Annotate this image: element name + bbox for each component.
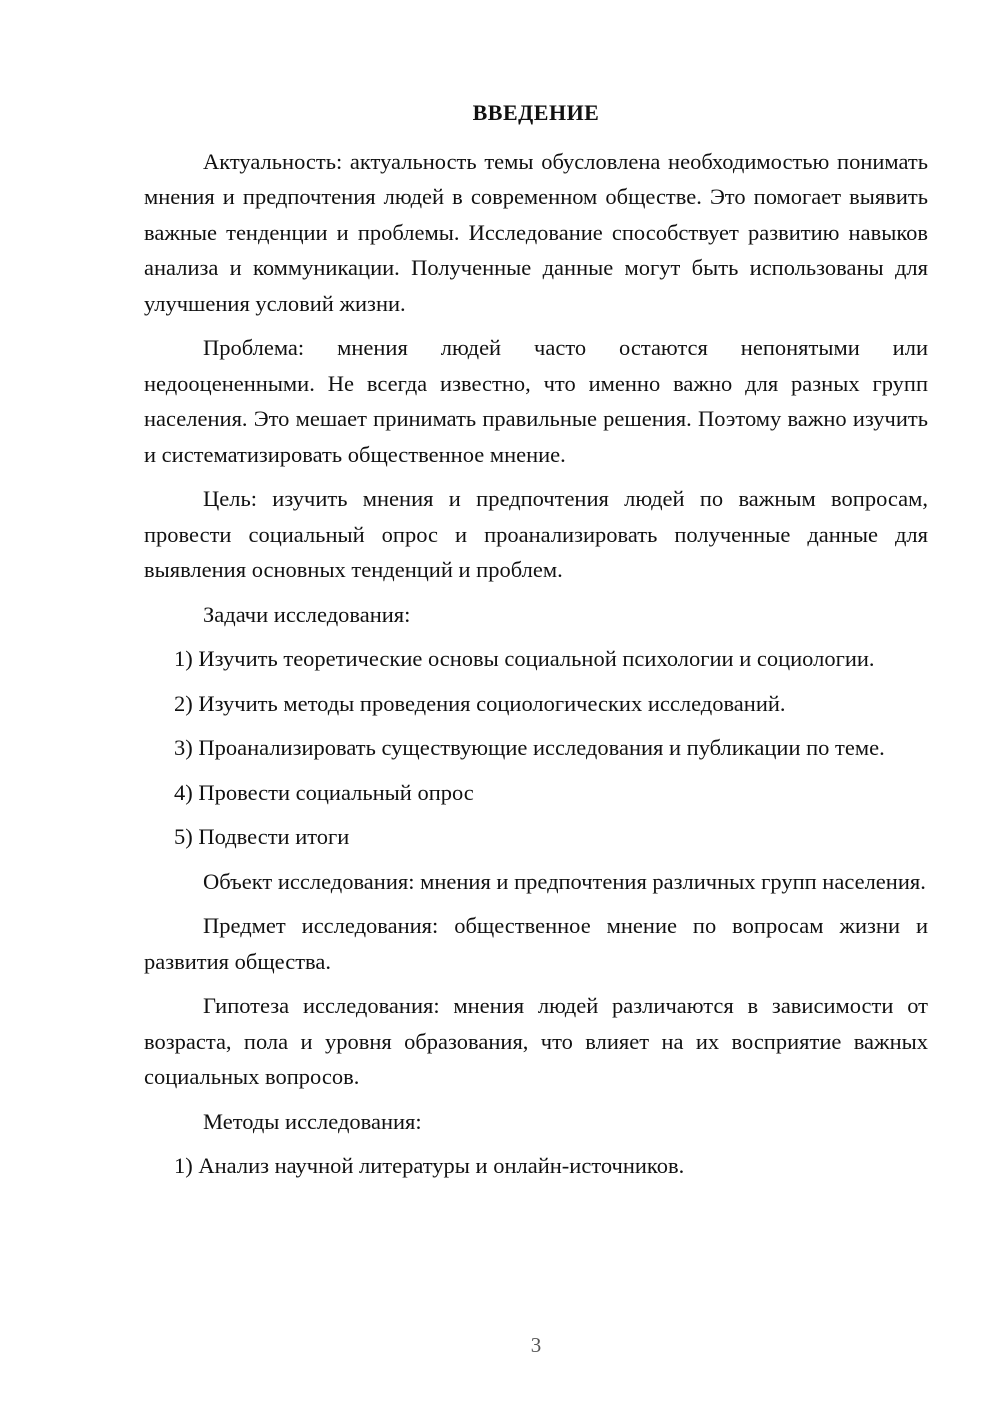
page-number: 3 bbox=[530, 1333, 542, 1357]
paragraph-hypothesis: Гипотеза исследования: мнения людей различаются в зависимости от возраста, пола и уровня образования, что влияет на их восприятие важных социальных вопросов. bbox=[144, 993, 928, 1089]
task-item: 1) Изучить теоретические основы социальной психологии и социологии. bbox=[174, 646, 875, 671]
document-body bbox=[144, 95, 928, 1193]
paragraph-problem: Проблема: мнения людей часто остаются непонятыми или недооцененными. Не всегда известно, что именно важно для разных групп населения. Это мешает принимать правильные решения. Поэтому важно изучить и систематизировать общественное мнение. bbox=[144, 335, 928, 467]
paragraph-relevance: Актуальность: актуальность темы обусловлена необходимостью понимать мнения и предпочтения людей в современном обществе. Это помогает выявить важные тенденции и проблемы. Исследование способствует развитию навыков анализа и коммуникации. Полученные данные могут быть использованы для улучшения условий жизни. bbox=[144, 148, 928, 316]
task-item: 4) Провести социальный опрос bbox=[174, 779, 474, 805]
method-item: 1) Анализ научной литературы и онлайн-источников. bbox=[174, 1153, 685, 1178]
methods-heading: Методы исследования: bbox=[203, 1108, 422, 1134]
tasks-list bbox=[144, 641, 928, 855]
paragraph-goal: Цель: изучить мнения и предпочтения людей по важным вопросам, провести социальный опрос и проанализировать полученные данные для выявления основных тенденций и проблем. bbox=[144, 486, 928, 582]
paragraph-object: Объект исследования: мнения и предпочтения различных групп населения. bbox=[203, 868, 926, 894]
paragraph-subject: Предмет исследования: общественное мнение по вопросам жизни и развития общества. bbox=[144, 913, 928, 974]
page-title: ВВЕДЕНИЕ bbox=[472, 100, 600, 125]
task-item: 3) Проанализировать существующие исследования и публикации по теме. bbox=[174, 735, 885, 760]
task-item: 2) Изучить методы проведения социологических исследований. bbox=[174, 690, 786, 716]
task-item: 5) Подвести итоги bbox=[174, 824, 350, 849]
tasks-heading: Задачи исследования: bbox=[203, 601, 411, 627]
methods-list bbox=[144, 1148, 928, 1184]
